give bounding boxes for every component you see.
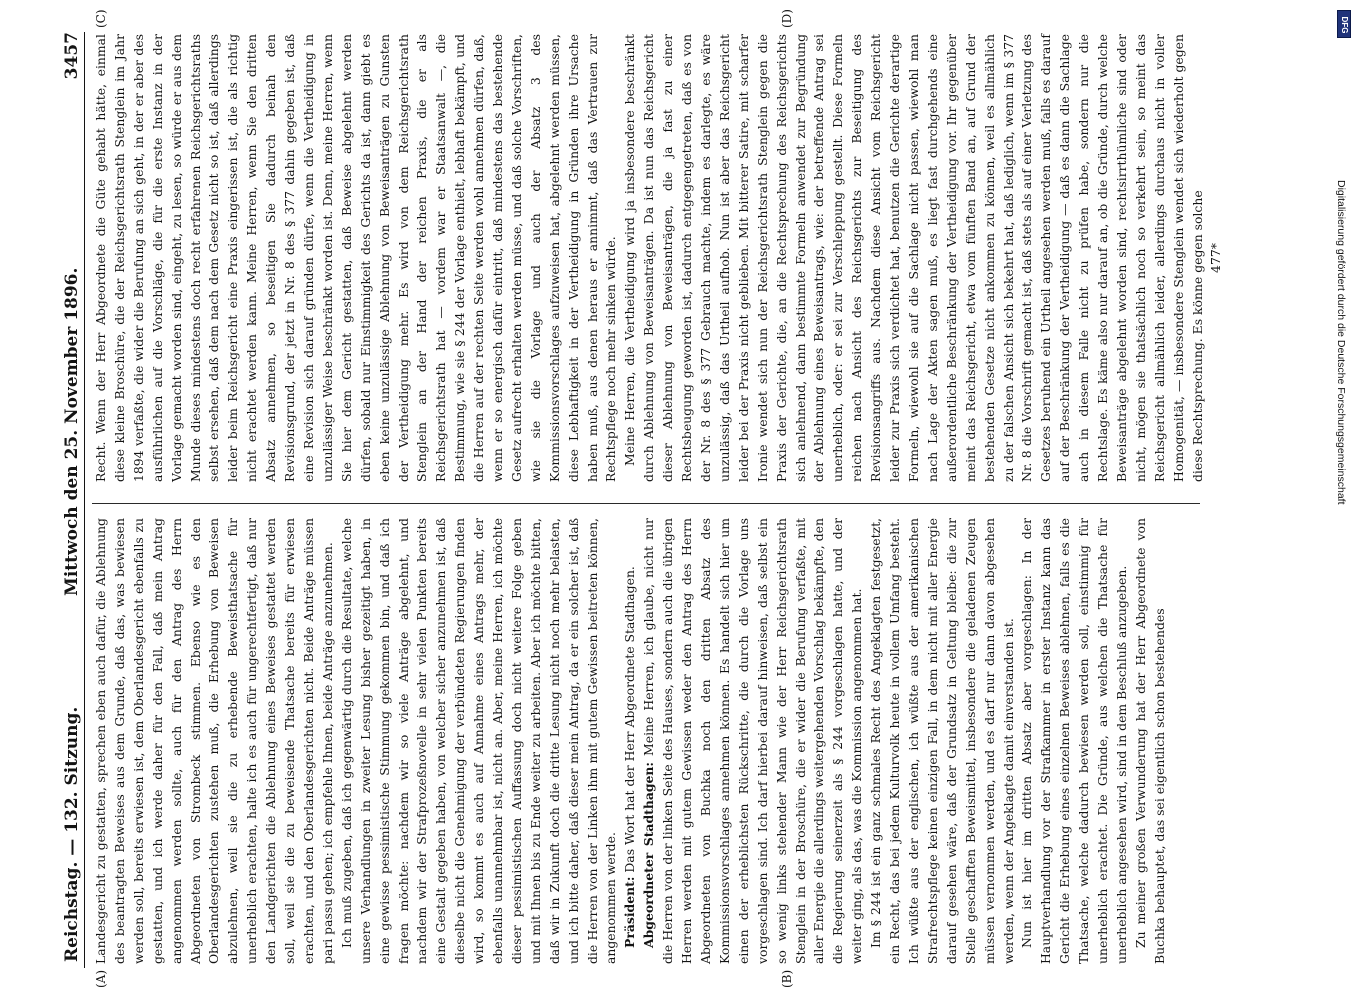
column-divider <box>92 503 1200 504</box>
left-paragraph-1: Landesgericht zu gestatten, sprechen eben auch dafür, die Ablehnung des beantragten Beweises aus dem Grunde, daß das, was bewiesen werden soll, bereits erwiesen ist, dem Oberlandesgericht ebenfalls zu gestatten, und ich werde daher für den Fall, daß mein Antrag angenommen werden sollte, auch für den Antrag des Herrn Abgeordneten von Strombeck stimmen. Ebenso wie es den Oberlandesgerichten zustehen muß, die Erhebung von Beweisen abzulehnen, weil sie die zu erhebende Beweisthatsache für unerheblich erachten, halte ich es auch für ungerechtfertigt, daß nur den Landgerichten die Ablehnung eines Beweises gestattet werden soll, weil sie die zu beweisende Thatsache bereits für erwiesen erachten, und den Oberlandesgerichten nicht. Beide Anträge müssen pari passu gehen; ich empfehle Ihnen, beide Anträge anzunehmen. <box>93 518 335 964</box>
header-session: Reichstag. — 132. Sitzung. <box>62 706 82 962</box>
speaker-text: Meine Herren, ich glaube, nicht nur die Herren von der linken Seite des Hauses, sondern auch die übrigen Herren werden mit gutem Gewissen weder den Antrag des Herrn Abgeordneten von Buchka noch den dritten Absatz des Kommissionsvorschlages annehmen können. Es handelt sich hier um einen der erheblichsten Rückschritte, die durch die Vorlage uns vorgeschlagen sind. Ich darf hierbei darauf hinweisen, daß selbst ein so wenig links stehender Mann wie der Herr Reichsgerichtsrath Stenglein in der Broschüre, die er wider die Berufung verfaßte, mit aller Energie die allerdings weitergehenden Vorschlag bekämpfte, den die Regierung seinerzeit als § 244 vorgeschlagen hatte, und der weiter ging, als das, was die Kommission angenommen hat. <box>641 518 865 964</box>
imprint-text: Digitalisierung gefördert durch die Deutsche Forschungsgemeinschaft <box>1335 180 1347 505</box>
margin-marker-a: (A) <box>94 969 108 988</box>
left-paragraph-5: Zu meiner großen Verwunderung hat der Herr Abgeordnete von Buchka behauptet, das sei eigentlich schon bestehendes <box>1132 518 1167 964</box>
right-column <box>92 34 1226 482</box>
right-paragraph-2: Meine Herren, die Vertheidigung wird ja insbesondere beschränkt durch Ablehnung von Beweisanträgen. Da ist nun das Reichsgericht dieser Ablehnung von Beweisanträgen, die ja fast zu einer Rechtsbeugung geworden ist, dadurch entgegengetreten, daß es von der Nr. 8 des § 377 Gebrauch machte, indem es darlegte, es wäre unzulässig, daß das Urtheil aufhob. Nun ist aber das Reichsgericht leider bei der Praxis nicht geblieben. Mit bitterer Satire, mit scharfer Ironie wendet sich nun der Reichsgerichtsrath Stenglein gegen die Praxis der Gerichte, die, an die Rechtsprechung des Reichsgerichts sich anlehnend, dann bestimmte Formeln anwendet zur Begründung der Ablehnung eines Beweisantrags, wie: der betreffende Antrag sei unerheblich, oder: er sei zur Verschleppung gestellt. Diese Formeln reichen nach Ansicht des Reichsgerichts zur Beseitigung des Revisionsangriffs aus. Nachdem diese Ansicht vom Reichsgericht leider zur Praxis sich verdichtet hat, benutzen die Gerichte derartige Formeln, wiewohl sie auf die Sachlage nicht passen, wiewohl man nach Lage der Akten sagen muß, es liegt fast durchgehends eine außerordentliche Beschränkung der Vertheidigung vor. Ihr gegenüber meint das Reichsgericht, etwa vom fünften Band an, auf Grund der bestehenden Gesetze nicht ankommen zu können, weil es allmählich zu der falschen Ansicht sich bekehrt hat, daß lediglich, wenn im § 377 Nr. 8 die Vorschrift gemacht ist, daß stets als auf einer Verletzung des Gesetzes beruhend ein Urtheil angesehen werden muß, falls es darauf auf der Beschränkung der Vertheidigung — daß es dann die Sachlage auch in diesem Falle nicht zu prüfen habe, sondern nur die Rechtslage. Es käme also nur darauf an, ob die Gründe, durch welche Beweisanträge abgelehnt worden sind, rechtsirrthümliche sind oder nicht, mögen sie thatsächlich noch so verkehrt sein, so meint das Reichsgericht allmählich leider, allerdings durchaus nicht in voller Homogenität, — insbesondere Stenglein wendet sich wiederholt gegen diese Rechtsprechung. Es könne gegen solche <box>622 34 1205 482</box>
dfg-logo <box>1337 10 1351 38</box>
margin-marker-b: (B) <box>780 969 794 988</box>
right-paragraph-1: Recht. Wenn der Herr Abgeordnete die Güte gehabt hätte, einmal diese kleine Broschüre, die der Reichsgerichtsrath Stenglein im Jahr 1894 verfaßte, die wider die Berufung an sich geht, in der er aber des ausführlichen auf die Vorschläge, die für die erste Instanz in der Vorlage gemacht worden sind, eingeht, zu lesen, so würde er aus dem Munde dieses mindestens doch recht erfahrenen Reichsgerichtsraths selbst ersehen, daß dem nach dem Gesetz nicht so ist, daß allerdings leider beim Reichsgericht eine Praxis eingerissen ist, die als richtig nicht erachtet werden kann. Meine Herren, wenn Sie den dritten Absatz annehmen, so beseitigen Sie dadurch beinah den Revisionsgrund, der jetzt in Nr. 8 des § 377 dahin gegeben ist, daß eine Revision sich darauf gründen dürfe, wenn die Vertheidigung in unzulässiger Weise beschränkt worden ist. Denn, meine Herren, wenn Sie hier dem Gericht gestatten, daß Beweise abgelehnt werden dürfen, sobald nur Einstimmigkeit des Gerichts da ist, dann giebt es eben keine unzulässige Ablehnung von Beweisanträgen zu Gunsten der Vertheidigung mehr. Es wird von dem Reichsgerichtsrath Stenglein an der Hand der reichen Praxis, die er als Reichsgerichtsrath hat — vordem war er Staatsanwalt —, die Bestimmung, wie sie § 244 der Vorlage enthielt, lebhaft bekämpft, und die Herren auf der rechten Seite werden wohl annehmen dürfen, daß, wenn er so energisch dafür eintritt, daß mindestens das bestehende Gesetz aufrecht erhalten werden müsse, und daß solche Vorschriften, wie sie die Vorlage und auch der Absatz 3 des Kommissionsvorschlages aufzuweisen hat, abgelehnt werden müssen, diese Lebhaftigkeit in der Vertheidigung in Gründen ihre Ursache haben muß, aus denen heraus er annimmt, daß das Vertrauen zur Rechtspflege noch mehr sinken würde. <box>93 34 619 482</box>
president-text: Das Wort hat der Herr Abgeordnete Stadthagen. <box>622 566 638 873</box>
margin-marker-d: (D) <box>780 9 794 28</box>
president-remark <box>621 518 640 964</box>
running-header <box>62 32 85 968</box>
president-label: Präsident: <box>622 876 638 948</box>
speaker-label: Abgeordneter Stadthagen: <box>641 762 657 948</box>
digitization-imprint <box>1334 180 1348 990</box>
left-paragraph-3: Im § 244 ist ein ganz schmales Recht des Angeklagten festgesetzt, ein Recht, das bei jedem Kulturvolk heute in vollem Umfang besteht. Ich wüßte aus der englischen, ich wüßte aus der amerikanischen Strafrechtspflege keinen einzigen Fall, in dem nicht mit aller Energie darauf gesehen wäre, daß der Grundsatz in Geltung bleibe: die zur Stelle geschafften Beweismittel, insbesondere die geladenen Zeugen müssen vernommen werden, und es darf nur dann davon abgesehen werden, wenn der Angeklagte damit einverstanden ist. <box>868 518 1016 964</box>
left-paragraph-4: Nun ist hier im dritten Absatz aber vorgeschlagen: In der Hauptverhandlung vor der Strafkammer in erster Instanz kann das Gericht die Erhebung eines einzelnen Beweises ablehnen, falls es die Thatsache, welche dadurch bewiesen werden soll, einstimmig für unerheblich erachtet. Die Gründe, aus welchen die Thatsache für unerheblich angesehen wird, sind in dem Beschluß anzugeben. <box>1019 518 1129 964</box>
speaker-remark <box>640 518 867 964</box>
page-number: 3457 <box>62 32 82 80</box>
dfg-logo-text: DFG <box>1340 16 1349 34</box>
left-paragraph-2: Ich muß zugeben, daß ich gegenwärtig durch die Resultate, welche unsere Verhandlungen in zweiter Lesung bisher gezeitigt haben, in eine gewisse pessimistische Stimmung gekommen bin, und daß ich fragen möchte: nachdem wir so viele Anträge abgelehnt, und nachdem wir der Strafprozeßnovelle in sehr vielen Punkten bereits eine Gestalt gegeben haben, von welcher sicher anzunehmen ist, daß dieselbe nicht die Genehmigung der verbündeten Regierungen finden wird, so kommt es auch auf Annahme eines Antrags mehr, der ebenfalls unannehmbar ist, nicht an. Aber, meine Herren, ich möchte dieser pessimistischen Auffassung doch nicht weitere Folge geben und mit Ihnen bis zu Ende weiter zu arbeiten. Aber ich möchte bitten, daß wir in Zukunft doch die dritte Lesung nicht noch mehr belasten, und ich bitte daher, daß dieser mein Antrag, da er ein solcher ist, daß die Herren von der Linken ihm mit gutem Gewissen beitreten können, angenommen werde. <box>338 518 619 964</box>
sheet-signature: 477* <box>1208 243 1224 273</box>
margin-marker-c: (C) <box>94 9 108 28</box>
header-date: Mittwoch den 25. November 1896. <box>62 267 82 596</box>
left-column <box>92 518 1170 964</box>
